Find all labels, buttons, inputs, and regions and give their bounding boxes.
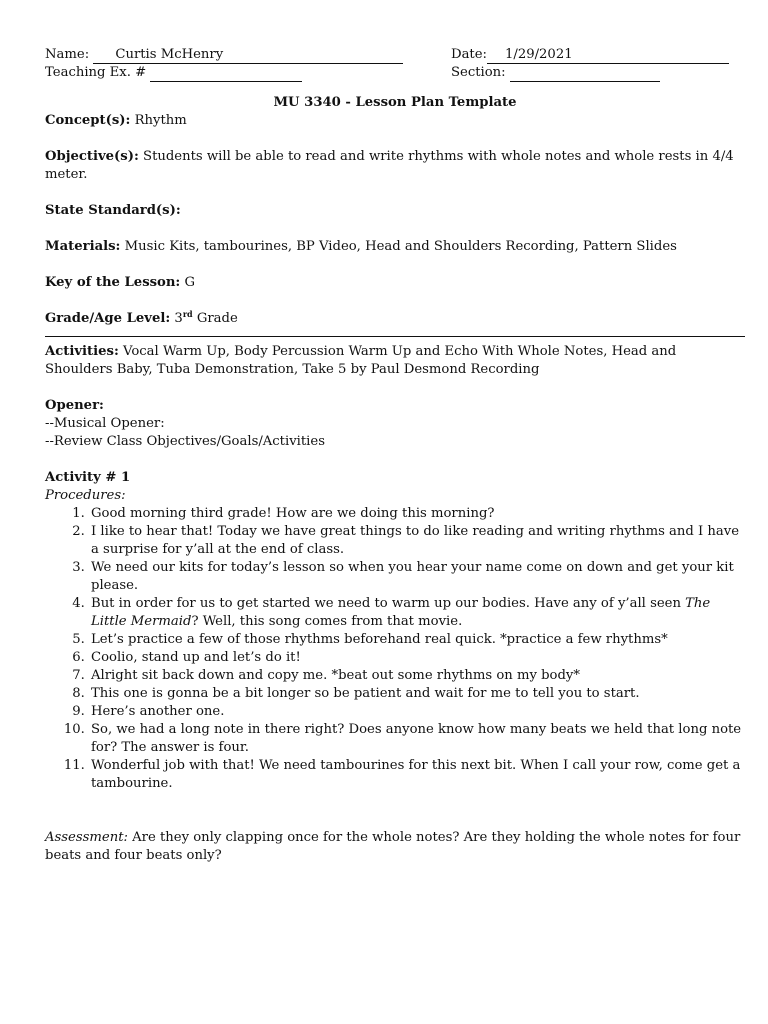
list-item xyxy=(89,595,745,631)
activity-1-label: Activity # 1 xyxy=(45,470,131,485)
teaching-label: Teaching Ex. # xyxy=(45,65,147,80)
section-label: Section: xyxy=(451,65,506,80)
activity-1-section xyxy=(45,469,745,793)
objective-section xyxy=(45,148,745,184)
name-label: Name: xyxy=(45,47,90,62)
step-4-text: But in order for us to get started we need to warm up our bodies. Have any of y’all seen xyxy=(91,596,686,611)
teaching-line xyxy=(150,65,302,82)
list-item: 6. Coolio, stand up and let’s do it! xyxy=(89,649,745,667)
opener-label: Opener: xyxy=(45,398,104,413)
date-field xyxy=(451,46,729,64)
list-item: 10. So, we had a long note in there right? Does anyone know how many beats we held that long note for? The answer is four. xyxy=(89,721,745,757)
materials-label: Materials: xyxy=(45,239,121,254)
list-item: 11. Wonderful job with that! We need tambourines for this next bit. When I call your row, come get a tambourine. xyxy=(89,757,745,793)
list-item: 3. We need our kits for today’s lesson so when you hear your name come on down and get your kit please. xyxy=(89,559,745,595)
concept-section xyxy=(45,112,745,130)
list-item: 1. Good morning third grade! How are we doing this morning? xyxy=(89,505,745,523)
teaching-field xyxy=(45,64,302,82)
materials-value: Music Kits, tambourines, BP Video, Head and Shoulders Recording, Pattern Slides xyxy=(124,239,677,254)
list-item: 9. Here’s another one. xyxy=(89,703,745,721)
document-title: MU 3340 - Lesson Plan Template xyxy=(273,95,517,110)
list-item: 5. Let’s practice a few of those rhythms beforehand real quick. *practice a few rhythms* xyxy=(89,631,745,649)
grade-word: Grade xyxy=(196,311,238,326)
date-label: Date: xyxy=(451,47,487,62)
list-item: 2. I like to hear that! Today we have great things to do like reading and writing rhythms and I have a surprise for y’all at the end of class. xyxy=(89,523,745,559)
movie-title: The Little Mermaid xyxy=(91,596,711,629)
concept-label: Concept(s): xyxy=(45,113,131,128)
date-value: 1/29/2021 xyxy=(504,47,573,62)
opener-item: --Musical Opener: xyxy=(45,416,165,431)
standard-section xyxy=(45,202,745,220)
grade-section xyxy=(45,310,745,328)
grade-suffix: rd xyxy=(182,309,193,319)
lesson-plan-document xyxy=(45,46,745,865)
procedures-label: Procedures: xyxy=(45,488,126,503)
name-field xyxy=(45,46,403,64)
key-section xyxy=(45,274,745,292)
section-line xyxy=(510,65,660,82)
step-4-text-end: ? Well, this song comes from that movie. xyxy=(191,614,463,629)
activities-label: Activities: xyxy=(45,344,119,359)
list-item: 8. This one is gonna be a bit longer so be patient and wait for me to tell you to start. xyxy=(89,685,745,703)
section-divider xyxy=(45,336,745,337)
opener-item: --Review Class Objectives/Goals/Activities xyxy=(45,434,325,449)
assessment-value: Are they only clapping once for the whole notes? Are they holding the whole notes for four beats and four beats only? xyxy=(45,830,741,863)
name-value: Curtis McHenry xyxy=(115,47,224,62)
key-label: Key of the Lesson: xyxy=(45,275,181,290)
name-line xyxy=(93,47,403,64)
header-row-2 xyxy=(45,64,745,82)
grade-label: Grade/Age Level: xyxy=(45,311,171,326)
header-row-1 xyxy=(45,46,745,64)
key-value: G xyxy=(184,275,196,290)
date-line xyxy=(487,47,729,64)
opener-section xyxy=(45,397,745,451)
objective-value: Students will be able to read and write rhythms with whole notes and whole rests in 4/4 meter. xyxy=(45,149,734,182)
materials-section xyxy=(45,238,745,256)
assessment-section xyxy=(45,829,745,865)
concept-value: Rhythm xyxy=(134,113,187,128)
activities-value: Vocal Warm Up, Body Percussion Warm Up and Echo With Whole Notes, Head and Shoulders Baby, Tuba Demonstration, Take 5 by Paul Desmond Recording xyxy=(45,344,677,377)
assessment-label: Assessment: xyxy=(45,830,128,845)
activities-section xyxy=(45,343,745,379)
objective-label: Objective(s): xyxy=(45,149,139,164)
procedures-list xyxy=(45,505,745,793)
grade-number: 3 xyxy=(174,311,183,326)
standard-label: State Standard(s): xyxy=(45,203,181,218)
list-item: 7. Alright sit back down and copy me. *beat out some rhythms on my body* xyxy=(89,667,745,685)
section-field xyxy=(451,64,660,82)
